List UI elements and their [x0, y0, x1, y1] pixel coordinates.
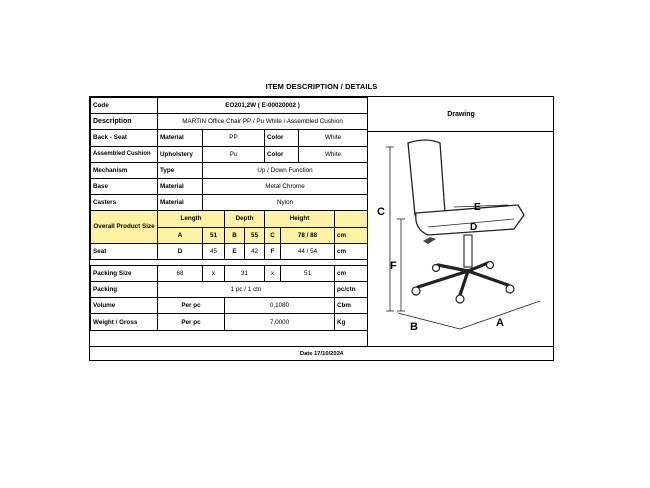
- height-header: Height: [265, 211, 335, 227]
- casters-label: Casters: [91, 195, 158, 211]
- packing-size-label: Packing Size: [91, 265, 158, 281]
- volume-value: 0,1080: [225, 298, 335, 314]
- back-seat-material-key: Material: [158, 130, 203, 146]
- back-seat-label: Back - Seat: [91, 130, 158, 146]
- dim-e-letter: E: [225, 243, 245, 259]
- dim-d-letter: D: [158, 243, 203, 259]
- letter-e: E: [474, 202, 481, 213]
- weight-value: 7,0000: [225, 314, 335, 330]
- base-label: Base: [91, 178, 158, 194]
- letter-b: B: [410, 321, 418, 333]
- sheet-title: ITEM DESCRIPTION / DETAILS: [265, 82, 378, 91]
- volume-unit: Cbm: [335, 298, 368, 314]
- description-value: MARTIN Office Chair PP / Pu White / Assembled Cushion: [158, 114, 368, 130]
- code-label: Code: [91, 98, 158, 114]
- letter-d: D: [470, 222, 478, 233]
- dim-e-value: 42: [245, 243, 265, 259]
- description-row: [91, 114, 368, 130]
- dim-b-value: 55: [245, 227, 265, 243]
- back-seat-color-value: White: [299, 130, 368, 146]
- back-seat-row: [91, 130, 368, 146]
- chair-drawing: [368, 131, 554, 346]
- date-row: Date 17/10/2024: [90, 346, 553, 361]
- mechanism-type-key: Type: [158, 162, 203, 178]
- seat-unit: cm: [335, 243, 368, 259]
- base-legs: [418, 263, 508, 295]
- dim-f-letter: F: [265, 243, 281, 259]
- dim-a-value: 51: [203, 227, 225, 243]
- packing-size-row: [91, 265, 368, 281]
- seat-row: [91, 243, 368, 259]
- backrest: [408, 140, 445, 217]
- assembled-upholstery-value: Pu: [203, 146, 265, 162]
- assembled-upholstery-key: Upholstery: [158, 146, 203, 162]
- packing-size-height: 51: [281, 265, 335, 281]
- lever: [423, 237, 436, 244]
- code-value: EO201,2W ( E-00020002 ): [158, 98, 368, 114]
- packing-size-x1: x: [203, 265, 225, 281]
- dim-c-value: 78 / 88: [281, 227, 335, 243]
- packing-size-x2: x: [265, 265, 281, 281]
- back-seat-color-key: Color: [265, 130, 299, 146]
- base-material-key: Material: [158, 178, 203, 194]
- dimension-ab-lines: [398, 301, 540, 329]
- weight-label: Weight / Gross: [91, 314, 158, 330]
- dimension-c-line: [386, 147, 394, 311]
- overall-header-blank: [335, 211, 368, 227]
- assembled-label: Assembled Cushion: [91, 146, 158, 162]
- weight-row: [91, 314, 368, 330]
- packing-value: 1 pc / 1 ctn: [158, 282, 335, 298]
- code-row: [91, 98, 368, 114]
- volume-label: Volume: [91, 298, 158, 314]
- letter-c: C: [377, 206, 385, 218]
- packing-size-width: 31: [225, 265, 265, 281]
- assembled-color-value: White: [299, 146, 368, 162]
- depth-header: Depth: [225, 211, 265, 227]
- drawing-header: Drawing: [367, 97, 554, 132]
- spec-table: [90, 97, 368, 331]
- weight-per: Per pc: [158, 314, 225, 330]
- packing-label: Packing: [91, 282, 158, 298]
- dim-f-value: 44 / 54: [281, 243, 335, 259]
- base-value: Metal Chrome: [203, 178, 368, 194]
- assembled-color-key: Color: [265, 146, 299, 162]
- mechanism-label: Mechanism: [91, 162, 158, 178]
- dim-c-letter: C: [265, 227, 281, 243]
- packing-size-length: 68: [158, 265, 203, 281]
- letter-f: F: [390, 260, 397, 272]
- overall-unit: cm: [335, 227, 368, 243]
- gas-column: [464, 235, 472, 267]
- dim-a-letter: A: [158, 227, 203, 243]
- packing-unit: pc/ctn: [335, 282, 368, 298]
- drawing-area: [367, 131, 554, 346]
- casters-material-key: Material: [158, 195, 203, 211]
- back-seat-material-value: PP: [203, 130, 265, 146]
- overall-size-label: Overall Product Size: [91, 211, 158, 243]
- letter-a: A: [496, 317, 504, 329]
- seat-label: Seat: [91, 243, 158, 259]
- volume-row: [91, 298, 368, 314]
- packing-row: [91, 282, 368, 298]
- packing-size-unit: cm: [335, 265, 368, 281]
- weight-unit: Kg: [335, 314, 368, 330]
- assembled-row: [91, 146, 368, 162]
- casters-value: Nylon: [203, 195, 368, 211]
- base-row: [91, 178, 368, 194]
- dim-b-letter: B: [225, 227, 245, 243]
- mechanism-value: Up / Down Function: [203, 162, 368, 178]
- volume-per: Per pc: [158, 298, 225, 314]
- overall-header-row: [91, 211, 368, 227]
- spec-sheet: [89, 96, 554, 361]
- dimension-f-line: [397, 219, 405, 311]
- dim-d-value: 45: [203, 243, 225, 259]
- length-header: Length: [158, 211, 225, 227]
- casters-row: [91, 195, 368, 211]
- description-label: Description: [91, 114, 158, 130]
- mechanism-row: [91, 162, 368, 178]
